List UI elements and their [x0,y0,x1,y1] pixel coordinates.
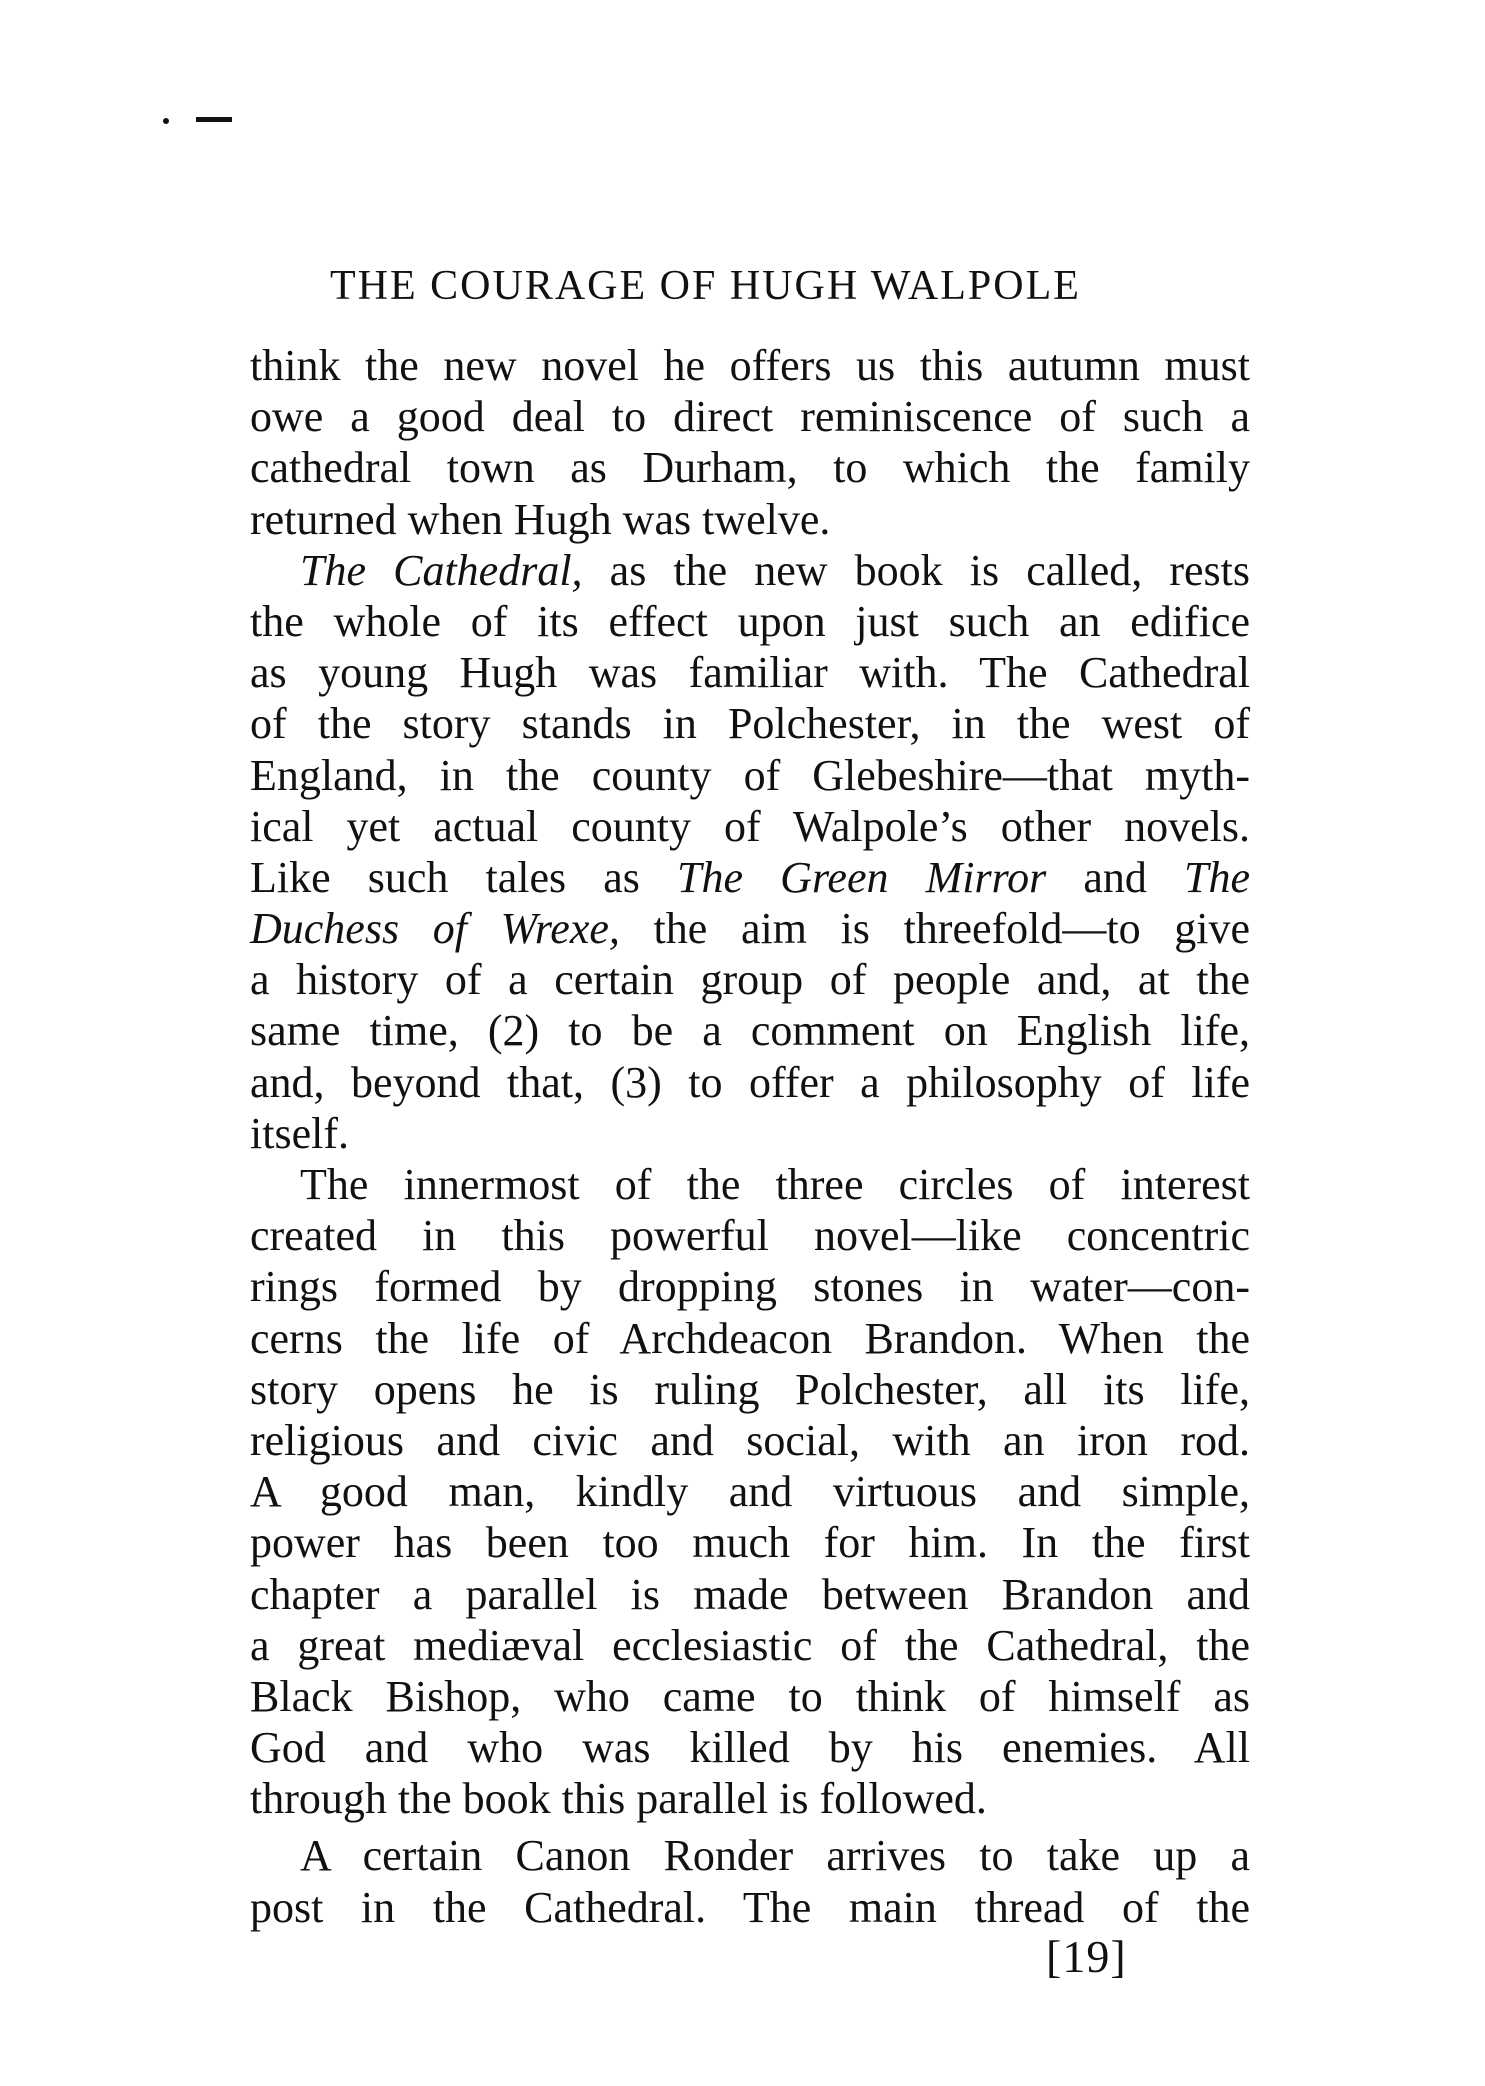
paragraph-1 [250,340,1250,545]
text-line: through the book this parallel is followed. [250,1774,987,1824]
text-line: rings formed by dropping stones in water—con- [250,1262,1250,1312]
text-line-italic-mix: Like such tales as The Green Mirror and The [250,852,1251,902]
text-line: ical yet actual county of Walpole’s other novels. [250,801,1250,851]
body-text [250,340,1250,1933]
text-line: cerns the life of Archdeacon Brandon. When the [250,1313,1250,1363]
text-line: chapter a parallel is made between Brandon and [250,1569,1250,1619]
text-line: power has been too much for him. In the first [250,1518,1250,1568]
text-line: religious and civic and social, with an iron rod. [250,1415,1250,1465]
text-line: a history of a certain group of people and, at the [250,955,1250,1005]
page-number: [19] [1046,1931,1127,1982]
text-line: The innermost of the three circles of interest [300,1160,1250,1209]
text-line-italic-mix: Duchess of Wrexe, the aim is threefold—to give [250,904,1251,954]
text-line: itself. [250,1108,349,1158]
text-line: of the story stands in Polchester, in the west of [250,699,1250,749]
text-line: the whole of its effect upon just such an edifice [250,596,1250,646]
text-line: created in this powerful novel—like concentric [250,1211,1250,1261]
text-line: story opens he is ruling Polchester, all its life, [250,1364,1250,1414]
text-line: a great mediæval ecclesiastic of the Cathedral, the [250,1620,1250,1670]
text-line-italic-mix: The Cathedral, as the new book is called, rests [300,545,1251,595]
italic-title: The Cathedral, [300,545,583,595]
text-line: A good man, kindly and virtuous and simple, [250,1467,1250,1517]
text-line: England, in the county of Glebeshire—that myth- [250,750,1250,800]
italic-title: The Green Mirror [677,852,1047,902]
stray-mark-dash [196,117,232,122]
text-line: cathedral town as Durham, to which the family [250,443,1250,493]
paragraph-2 [250,545,1250,1159]
italic-title: Duchess of Wrexe, [250,904,620,954]
stray-mark-dot [163,118,169,124]
text-line: think the new novel he offers us this autumn must [250,341,1250,390]
text-line: owe a good deal to direct reminiscence of such a [250,392,1250,442]
text-line: and, beyond that, (3) to offer a philosophy of life [250,1057,1250,1107]
text-line: A certain Canon Ronder arrives to take up a [300,1831,1250,1881]
running-head: THE COURAGE OF HUGH WALPOLE [330,263,1081,309]
text-line: Black Bishop, who came to think of himself as [250,1671,1250,1721]
text-line: same time, (2) to be a comment on English life, [250,1006,1250,1056]
text-line: God and who was killed by his enemies. All [250,1723,1250,1773]
paragraph-3 [250,1159,1250,1824]
text-line: post in the Cathedral. The main thread of the [250,1882,1250,1932]
paragraph-4 [250,1830,1250,1932]
italic-title: The [1184,852,1251,902]
text-line: returned when Hugh was twelve. [250,494,831,544]
text-line: as young Hugh was familiar with. The Cathedral [250,648,1250,698]
